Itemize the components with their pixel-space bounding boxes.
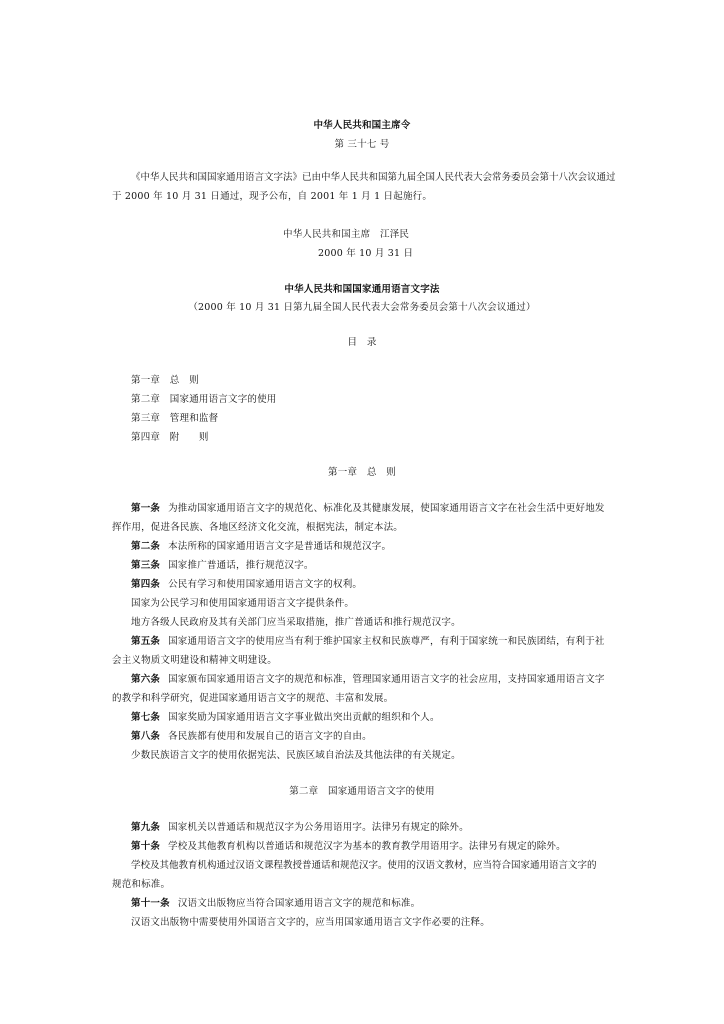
article-text: 汉语文出版物应当符合国家通用语言文字的规范和标准。 [177,898,421,909]
article-11-paragraph-2: 汉语文出版物中需要使用外国语言文字的，应当用国家通用语言文字作必要的注释。 [131,917,490,928]
article-label: 第三条 [131,560,161,571]
article-text: 本法所称的国家通用语言文字是普通话和规范汉字。 [168,541,392,552]
article-4-paragraph-2: 国家为公民学习和使用国家通用语言文字提供条件。 [131,598,355,609]
article-text: 国家推广普通话，推行规范汉字。 [168,560,314,571]
article-label: 第十条 [131,841,161,852]
toc-item: 第三章 管理和监督 [131,413,219,424]
toc-item: 第二章 国家通用语言文字的使用 [131,394,277,405]
article-8 [131,731,372,743]
article-6 [131,674,605,686]
article-text: 各民族都有使用和发展自己的语言文字的自由。 [168,731,372,742]
decree-signer: 中华人民共和国主席 江泽民 [283,229,410,240]
decree-number: 第 三十七 号 [334,139,390,150]
article-5-continuation: 会主义物质文明建设和精神文明建设。 [112,655,277,666]
toc-item: 第一章 总 则 [131,375,199,386]
article-4-paragraph-3: 地方各级人民政府及其有关部门应当采取措施，推广普通话和推行规范汉字。 [131,617,461,628]
decree-date: 2000 年 10 月 31 日 [318,248,414,259]
article-label: 第四条 [131,579,161,590]
article-9 [131,822,469,834]
article-label: 第一条 [131,503,161,514]
article-6-continuation: 的教学和科学研究，促进国家通用语言文字的规范、丰富和发展。 [112,693,394,704]
article-text: 公民有学习和使用国家通用语言文字的权利。 [168,579,363,590]
article-4 [131,579,362,591]
article-1-continuation: 挥作用，促进各民族、各地区经济文化交流，根据宪法，制定本法。 [112,522,404,533]
article-text: 为推动国家通用语言文字的规范化、标准化及其健康发展，使国家通用语言文字在社会生活中更好地发 [168,503,605,514]
article-3 [131,560,314,572]
article-label: 第七条 [131,712,161,723]
article-text: 国家奖励为国家通用语言文字事业做出突出贡献的组织和个人。 [168,712,440,723]
article-text: 国家颁布国家通用语言文字的规范和标准，管理国家通用语言文字的社会应用，支持国家通用语言文字 [168,674,605,685]
article-1 [131,503,605,515]
article-text: 学校及其他教育机构以普通话和规范汉字为基本的教育教学用语用字。法律另有规定的除外。 [168,841,566,852]
article-label: 第六条 [131,674,161,685]
chapter-2-heading: 第二章 国家通用语言文字的使用 [289,786,435,797]
article-10-paragraph-2-continuation: 规范和标准。 [112,879,171,890]
article-label: 第九条 [131,822,161,833]
article-label: 第五条 [131,636,161,647]
article-8-paragraph-2: 少数民族语言文字的使用依据宪法、民族区域自治法及其他法律的有关规定。 [131,750,461,761]
law-title: 中华人民共和国国家通用语言文字法 [284,284,440,295]
article-10-paragraph-2: 学校及其他教育机构通过汉语文课程教授普通话和规范汉字。使用的汉语文教材，应当符合国家通用语言文字的 [131,860,597,871]
article-10 [131,841,566,853]
law-subtitle: （2000 年 10 月 31 日第九届全国人民代表大会常务委员会第十八次会议通过） [188,302,536,313]
toc-heading: 目 录 [347,337,377,348]
article-label: 第二条 [131,541,161,552]
article-label: 第八条 [131,731,161,742]
decree-body-line-2: 于 2000 年 10 月 31 日通过，现予公布，自 2001 年 1 月 1 日起施行。 [112,191,433,202]
article-7 [131,712,440,724]
toc-item: 第四章 附 则 [131,432,209,443]
decree-title: 中华人民共和国主席令 [313,120,411,131]
article-text: 国家机关以普通话和规范汉字为公务用语用字。法律另有规定的除外。 [168,822,469,833]
article-11 [131,898,420,910]
chapter-1-heading: 第一章 总 则 [328,467,396,478]
article-2 [131,541,391,553]
article-label: 第十一条 [131,898,170,909]
decree-body-line-1: 《中华人民共和国国家通用语言文字法》已由中华人民共和国第九届全国人民代表大会常务委员会第十八次会议通过 [131,172,616,183]
article-text: 国家通用语言文字的使用应当有利于维护国家主权和民族尊严，有利于国家统一和民族团结，有利于社 [168,636,605,647]
article-5 [131,636,605,648]
